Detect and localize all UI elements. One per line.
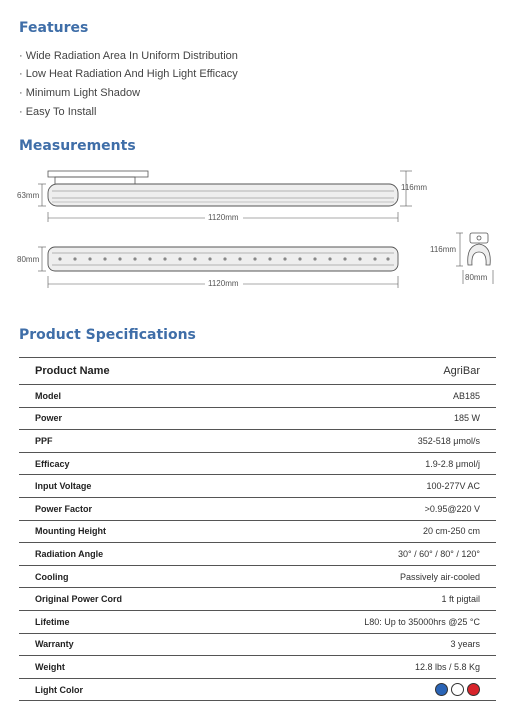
spec-value: 100-277V AC [232, 475, 496, 498]
spec-value: >0.95@220 V [232, 497, 496, 520]
spec-value: L80: Up to 35000hrs @25 °C [232, 610, 496, 633]
spec-value: AB185 [232, 385, 496, 408]
table-row [19, 385, 496, 408]
spec-value: AgriBar [232, 358, 496, 385]
table-row [19, 497, 496, 520]
side-view-drawing [0, 160, 526, 300]
spec-label: Efficacy [19, 452, 232, 475]
spec-label: Mounting Height [19, 520, 232, 543]
feature-item: · Wide Radiation Area In Uniform Distribution [19, 50, 238, 62]
specs-heading: Product Specifications [19, 327, 196, 343]
dim-side-height: 63mm [17, 191, 40, 200]
spec-value: 352-518 μmol/s [232, 430, 496, 453]
spec-label: Cooling [19, 565, 232, 588]
table-row [19, 565, 496, 588]
spec-label: Radiation Angle [19, 543, 232, 566]
spec-value: 3 years [232, 633, 496, 656]
spec-value: Passively air-cooled [232, 565, 496, 588]
spec-label: Original Power Cord [19, 588, 232, 611]
table-row [19, 430, 496, 453]
feature-item: · Low Heat Radiation And High Light Efficacy [19, 68, 238, 80]
spec-label: Lifetime [19, 610, 232, 633]
table-row [19, 588, 496, 611]
spec-label: Power [19, 407, 232, 430]
spec-table [19, 357, 496, 701]
dim-side-total-height: 116mm [401, 183, 428, 192]
dim-bottom-length: 1120mm [208, 279, 239, 288]
spec-value: 1.9-2.8 μmol/j [232, 452, 496, 475]
dim-end-width: 80mm [465, 273, 488, 282]
spec-label: Product Name [19, 358, 232, 385]
dim-bottom-width: 80mm [17, 255, 40, 264]
spec-value: 30° / 60° / 80° / 120° [232, 543, 496, 566]
spec-value: 20 cm-250 cm [232, 520, 496, 543]
table-row [19, 520, 496, 543]
light-color-white-swatch [451, 683, 464, 696]
spec-value: 1 ft pigtail [232, 588, 496, 611]
dim-side-length: 1120mm [208, 213, 239, 222]
spec-label: Weight [19, 656, 232, 679]
spec-label: PPF [19, 430, 232, 453]
spec-value: 185 W [232, 407, 496, 430]
table-row [19, 543, 496, 566]
spec-label: Model [19, 385, 232, 408]
feature-item: · Easy To Install [19, 106, 97, 118]
spec-label: Warranty [19, 633, 232, 656]
spec-label: Input Voltage [19, 475, 232, 498]
table-row [19, 610, 496, 633]
light-color-swatches [232, 678, 496, 701]
spec-label: Power Factor [19, 497, 232, 520]
spec-value: 12.8 lbs / 5.8 Kg [232, 656, 496, 679]
feature-item: · Minimum Light Shadow [19, 87, 141, 99]
measurements-heading: Measurements [19, 138, 136, 154]
table-row [19, 358, 496, 385]
features-heading: Features [19, 20, 89, 36]
spec-label: Light Color [19, 678, 232, 701]
table-row [19, 633, 496, 656]
table-row [19, 475, 496, 498]
table-row [19, 656, 496, 679]
table-row [19, 678, 496, 701]
table-row [19, 452, 496, 475]
table-row [19, 407, 496, 430]
dim-end-height: 116mm [430, 245, 457, 254]
light-color-red-swatch [467, 683, 480, 696]
light-color-blue-swatch [435, 683, 448, 696]
